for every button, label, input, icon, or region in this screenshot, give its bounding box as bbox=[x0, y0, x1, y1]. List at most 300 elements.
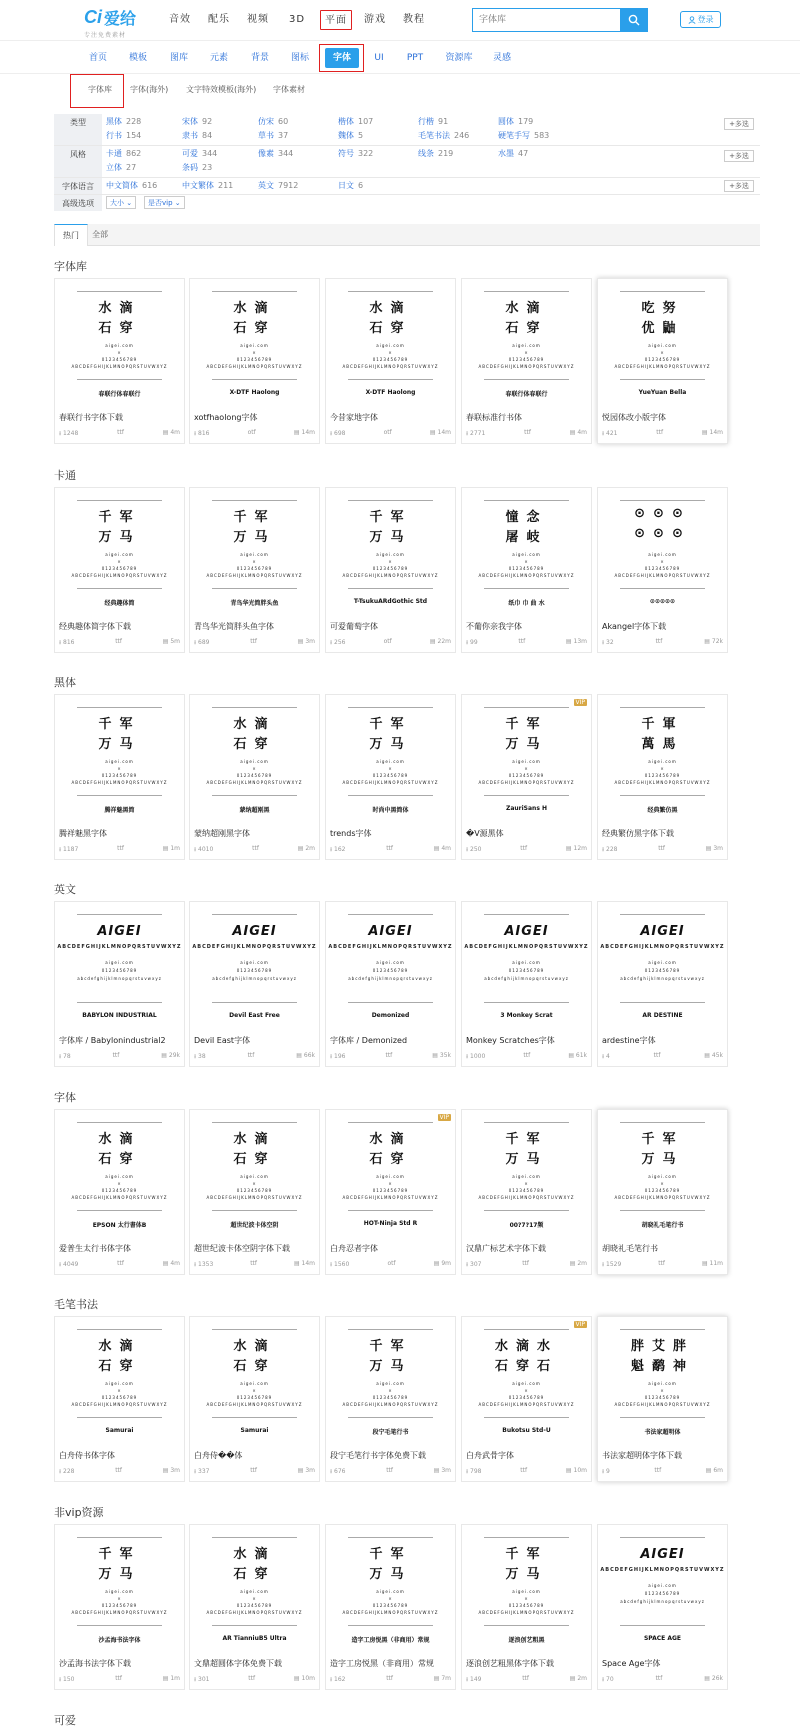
font-card-title[interactable]: 白舟侍书体字体 bbox=[59, 1451, 115, 1460]
font-card-meta bbox=[330, 845, 451, 855]
preview-url: aigei.com bbox=[240, 1174, 269, 1179]
tab-font-overseas[interactable]: 字体(海外) bbox=[130, 85, 169, 94]
font-card-title[interactable]: 春联行书字体下载 bbox=[59, 413, 123, 422]
vip-badge: VIP bbox=[575, 699, 585, 706]
preview-rule bbox=[348, 914, 433, 915]
download-count-value: 228 bbox=[606, 846, 618, 853]
font-card-title[interactable]: 沙孟海书法字体下载 bbox=[59, 1659, 131, 1668]
font-card[interactable] bbox=[189, 1524, 320, 1690]
preview-line-2: 屠岐 bbox=[505, 530, 548, 545]
chevron-down-icon: ⌄ bbox=[126, 199, 133, 207]
font-card-title[interactable]: Space Age字体 bbox=[602, 1659, 661, 1668]
file-format: ttf bbox=[248, 1675, 256, 1682]
vip-dropdown[interactable] bbox=[144, 196, 185, 209]
preview-line-2: 万马 bbox=[98, 530, 141, 545]
preview-rule bbox=[484, 1417, 569, 1418]
multi-select-button[interactable]: +多选 bbox=[724, 150, 754, 162]
file-icon: ▤ bbox=[705, 845, 714, 852]
preview-title: AIGEI bbox=[640, 924, 685, 939]
subnav-gallery[interactable]: 图库 bbox=[169, 53, 188, 63]
download-count bbox=[194, 1467, 209, 1477]
preview-url: aigei.com bbox=[105, 1174, 134, 1179]
download-count bbox=[330, 1675, 345, 1685]
download-count bbox=[602, 1467, 610, 1477]
download-count bbox=[602, 638, 614, 648]
preview-rule bbox=[620, 707, 705, 708]
font-card[interactable] bbox=[597, 901, 728, 1067]
font-card[interactable] bbox=[597, 1109, 728, 1275]
file-format: ttf bbox=[658, 1260, 666, 1267]
preview-rule bbox=[212, 1329, 297, 1330]
file-icon: ▤ bbox=[433, 1467, 442, 1474]
filter-option-label: 圆体 bbox=[498, 117, 514, 126]
preview-sample-name: 春联行体春联行 bbox=[98, 391, 141, 398]
preview-alphabet: ABCDEFGHIJKLMNOPQRSTUVWXYZ bbox=[71, 1402, 168, 1407]
font-card[interactable] bbox=[325, 1524, 456, 1690]
search-button[interactable] bbox=[620, 8, 648, 32]
filter-option-count: 344 bbox=[202, 149, 218, 158]
preview-digits: 0123456789 bbox=[101, 1395, 138, 1400]
subnav-backgrounds[interactable]: 背景 bbox=[250, 53, 269, 63]
file-icon: ▤ bbox=[162, 429, 171, 436]
font-card[interactable] bbox=[325, 1316, 456, 1482]
filter-option-count: 84 bbox=[202, 131, 213, 140]
preview-line-1: 水滴 bbox=[98, 301, 141, 316]
file-format: ttf bbox=[522, 1260, 530, 1267]
download-icon: ⭳ bbox=[194, 430, 199, 437]
font-preview bbox=[55, 279, 184, 409]
font-card[interactable] bbox=[461, 487, 592, 653]
preview-uppercase: ABCDEFGHIJKLMNOPQRSTUVWXYZ bbox=[192, 944, 317, 950]
filter-option[interactable] bbox=[106, 148, 141, 159]
preview-url: aigei.com bbox=[512, 1174, 541, 1179]
font-preview bbox=[598, 1317, 727, 1447]
file-icon: ▤ bbox=[701, 1260, 710, 1267]
preview-alphabet: ABCDEFGHIJKLMNOPQRSTUVWXYZ bbox=[71, 780, 168, 785]
section-title: 毛笔书法 bbox=[54, 1298, 98, 1311]
preview-digits: 0123456789 bbox=[236, 566, 273, 571]
font-card-meta bbox=[330, 1260, 451, 1270]
preview-url: aigei.com bbox=[105, 552, 134, 557]
download-count-value: 337 bbox=[198, 1468, 210, 1475]
filter-option[interactable] bbox=[338, 180, 363, 191]
font-card-title[interactable]: trends字体 bbox=[330, 829, 372, 838]
subnav-inspiration[interactable]: 灵感 bbox=[492, 53, 511, 63]
font-card[interactable] bbox=[54, 278, 185, 444]
preview-rule bbox=[348, 500, 433, 501]
file-format: ttf bbox=[252, 845, 259, 852]
font-card-title[interactable]: 字体库 / Demonized bbox=[330, 1036, 408, 1045]
font-card-title[interactable]: 书法家超明体字体下载 bbox=[602, 1451, 682, 1460]
download-icon: ⭳ bbox=[194, 846, 199, 853]
filter-option[interactable] bbox=[106, 116, 141, 127]
download-icon: ⭳ bbox=[602, 1676, 607, 1683]
font-card[interactable] bbox=[325, 487, 456, 653]
preview-url: aigei.com bbox=[376, 552, 405, 557]
font-preview bbox=[190, 488, 319, 618]
filter-option-label: 线条 bbox=[418, 149, 434, 158]
preview-digits: 0123456789 bbox=[644, 1591, 681, 1596]
preview-alphabet: ABCDEFGHIJKLMNOPQRSTUVWXYZ bbox=[206, 780, 303, 785]
filter-option[interactable] bbox=[258, 148, 293, 159]
file-format: ttf bbox=[385, 1052, 393, 1059]
tab-all[interactable]: 全部 bbox=[92, 230, 108, 239]
preview-rule bbox=[484, 379, 569, 380]
filter-option[interactable] bbox=[498, 116, 533, 127]
font-card-title[interactable]: 汉鼎广标艺术字体下载 bbox=[466, 1244, 546, 1253]
subnav-templates[interactable]: 模板 bbox=[128, 53, 147, 63]
download-icon: ⭳ bbox=[330, 639, 335, 646]
preview-url: aigei.com bbox=[648, 1583, 677, 1588]
font-card-title[interactable]: 胡晓礼毛笔行书 bbox=[602, 1244, 658, 1253]
font-card[interactable] bbox=[461, 1524, 592, 1690]
file-size-value: 6m bbox=[713, 1467, 723, 1474]
font-card[interactable] bbox=[597, 1524, 728, 1690]
subnav-ui[interactable]: UI bbox=[374, 53, 384, 63]
filter-option[interactable] bbox=[106, 130, 141, 141]
download-icon: ⭳ bbox=[602, 1468, 607, 1475]
preview-lowercase: abcdefghijklmnopqrstuvwxyz bbox=[620, 1599, 705, 1604]
download-count bbox=[466, 1675, 481, 1685]
preview-digits: 0123456789 bbox=[236, 968, 273, 973]
filter-options bbox=[102, 178, 760, 194]
font-card-title[interactable]: Monkey Scratches字体 bbox=[466, 1036, 555, 1045]
filter-option-count: 179 bbox=[518, 117, 534, 126]
filter-option[interactable] bbox=[182, 148, 217, 159]
font-card-title[interactable]: 字体库 / Babylonindustrial2 bbox=[59, 1036, 166, 1045]
file-size-value: 4m bbox=[170, 429, 180, 436]
filter-option[interactable] bbox=[106, 180, 157, 191]
font-card-title[interactable]: 经典繁仿黑字体下载 bbox=[602, 829, 674, 838]
font-card[interactable] bbox=[54, 1109, 185, 1275]
file-format: ttf bbox=[658, 845, 666, 852]
filter-option[interactable] bbox=[182, 130, 212, 141]
file-format: ttf bbox=[654, 1467, 662, 1474]
filter-option[interactable] bbox=[182, 180, 233, 191]
font-card[interactable] bbox=[54, 694, 185, 860]
preview-digits: 0123456789 bbox=[236, 1603, 273, 1608]
login-button[interactable] bbox=[680, 11, 721, 28]
font-card-title[interactable]: �V源黑体 bbox=[466, 829, 504, 838]
font-card-title[interactable]: 可爱葡萄字体 bbox=[330, 622, 378, 631]
font-card[interactable] bbox=[461, 694, 592, 860]
font-card-title[interactable]: 今昔家地字体 bbox=[330, 413, 378, 422]
filter-option[interactable] bbox=[498, 148, 528, 159]
preview-line-1: 水滴 bbox=[233, 1547, 276, 1562]
preview-digits: 0123456789 bbox=[101, 773, 138, 778]
preview-sample-name: 时尚中黑简体 bbox=[372, 807, 409, 814]
filter-option[interactable] bbox=[338, 148, 373, 159]
filter-option[interactable] bbox=[106, 162, 136, 173]
preview-x: × bbox=[388, 1388, 393, 1393]
site-logo[interactable] bbox=[84, 6, 154, 39]
font-card[interactable] bbox=[461, 278, 592, 444]
size-dropdown[interactable] bbox=[106, 196, 136, 209]
download-icon: ⭳ bbox=[602, 430, 607, 437]
filter-option-count: 92 bbox=[202, 117, 213, 126]
download-count bbox=[602, 1260, 621, 1270]
font-preview bbox=[462, 902, 591, 1032]
font-card-meta bbox=[602, 638, 723, 648]
download-count-value: 78 bbox=[63, 1053, 71, 1060]
preview-url: aigei.com bbox=[240, 1381, 269, 1386]
font-card-title[interactable]: 蒙纳超刚黑字体 bbox=[194, 829, 250, 838]
file-format: ttf bbox=[117, 1260, 124, 1267]
font-card-title[interactable]: 文鼎超圆体字体免费下载 bbox=[194, 1659, 282, 1668]
file-size bbox=[298, 638, 315, 648]
font-card[interactable] bbox=[54, 487, 185, 653]
font-card-title[interactable]: 逐浪创艺粗黑体字体下载 bbox=[466, 1659, 554, 1668]
download-count bbox=[194, 845, 213, 855]
preview-rule bbox=[212, 707, 297, 708]
download-count bbox=[59, 429, 78, 439]
tab-text-effects[interactable]: 文字特效模板(海外) bbox=[186, 85, 257, 94]
font-card-title[interactable]: 经典趣体简字体下载 bbox=[59, 622, 131, 631]
preview-line-2: 万马 bbox=[233, 530, 276, 545]
font-card-title[interactable]: 青鸟华光简胖头鱼字体 bbox=[194, 622, 274, 631]
tab-font-materials[interactable]: 字体素材 bbox=[273, 85, 305, 94]
download-icon: ⭳ bbox=[330, 846, 335, 853]
topnav-video[interactable]: 视频 bbox=[247, 14, 269, 25]
preview-digits: 0123456789 bbox=[644, 1395, 681, 1400]
font-preview bbox=[326, 902, 455, 1032]
file-size bbox=[704, 638, 723, 648]
subnav-fonts[interactable]: 字体 bbox=[325, 48, 359, 68]
topnav-graphic[interactable]: 平面 bbox=[320, 10, 352, 30]
preview-digits: 0123456789 bbox=[236, 1188, 273, 1193]
preview-sample-name: 段宁毛笔行书 bbox=[372, 1429, 409, 1436]
font-card-title[interactable]: 段宁毛笔行书字体免费下载 bbox=[330, 1451, 426, 1460]
preview-sample-name: ⊙⊙⊙⊙⊙ bbox=[649, 598, 676, 605]
preview-line-1: 水滴 bbox=[369, 301, 412, 316]
font-card[interactable] bbox=[54, 1524, 185, 1690]
font-card-title[interactable]: xotfhaolong字体 bbox=[194, 413, 258, 422]
filter-label: 高级选项 bbox=[54, 195, 102, 211]
preview-alphabet: ABCDEFGHIJKLMNOPQRSTUVWXYZ bbox=[206, 1610, 303, 1615]
filter-option[interactable] bbox=[418, 130, 469, 141]
subnav-icons[interactable]: 图标 bbox=[290, 53, 309, 63]
filter-option[interactable] bbox=[338, 130, 363, 141]
file-size bbox=[163, 1675, 180, 1685]
preview-rule bbox=[348, 1417, 433, 1418]
preview-alphabet: ABCDEFGHIJKLMNOPQRSTUVWXYZ bbox=[342, 1610, 439, 1615]
download-icon: ⭳ bbox=[466, 1053, 471, 1060]
preview-uppercase: ABCDEFGHIJKLMNOPQRSTUVWXYZ bbox=[464, 944, 589, 950]
font-card[interactable] bbox=[597, 1316, 728, 1482]
file-size bbox=[706, 845, 723, 855]
font-card[interactable] bbox=[461, 1316, 592, 1482]
topnav-tutorial[interactable]: 教程 bbox=[403, 14, 425, 25]
font-card[interactable] bbox=[54, 1316, 185, 1482]
file-size-value: 14m bbox=[301, 1260, 315, 1267]
font-card-title[interactable]: 白舟忍者字体 bbox=[330, 1244, 378, 1253]
file-icon: ▤ bbox=[701, 429, 710, 436]
file-size-value: 9m bbox=[441, 1260, 451, 1267]
file-icon: ▤ bbox=[293, 1675, 302, 1682]
filter-option[interactable] bbox=[498, 130, 549, 141]
preview-url: aigei.com bbox=[105, 343, 134, 348]
filter-option-label: 可爱 bbox=[182, 149, 198, 158]
preview-url: aigei.com bbox=[376, 1174, 405, 1179]
font-card[interactable] bbox=[325, 694, 456, 860]
font-card-meta bbox=[602, 1260, 723, 1270]
filter-option[interactable] bbox=[258, 180, 298, 191]
file-icon: ▤ bbox=[704, 1052, 712, 1059]
font-card[interactable] bbox=[189, 1316, 320, 1482]
font-card[interactable] bbox=[189, 487, 320, 653]
filter-option[interactable] bbox=[338, 116, 373, 127]
preview-digits: 0123456789 bbox=[508, 357, 545, 362]
preview-rule bbox=[212, 500, 297, 501]
filter-option[interactable] bbox=[182, 162, 212, 173]
filter-options bbox=[102, 195, 760, 211]
font-card[interactable] bbox=[461, 1109, 592, 1275]
preview-digits: 0123456789 bbox=[644, 1188, 681, 1193]
font-card-title[interactable]: 爱普生太行书体字体 bbox=[59, 1244, 131, 1253]
preview-rule bbox=[348, 588, 433, 589]
file-format: ttf bbox=[250, 638, 258, 645]
filter-label: 字体语言 bbox=[54, 178, 102, 194]
preview-sample-name: 经典繁仿黑 bbox=[647, 807, 678, 814]
file-size bbox=[702, 1260, 723, 1270]
preview-line-1: 水滴 bbox=[233, 301, 276, 316]
filter-option[interactable] bbox=[182, 116, 212, 127]
subnav-home[interactable]: 首页 bbox=[88, 53, 107, 63]
preview-alphabet: ABCDEFGHIJKLMNOPQRSTUVWXYZ bbox=[206, 1195, 303, 1200]
filter-option-label: 楷体 bbox=[338, 117, 354, 126]
filter-option-label: 仿宋 bbox=[258, 117, 274, 126]
font-card-title[interactable]: 白舟侍��体 bbox=[194, 1451, 243, 1460]
font-card-title[interactable]: 不葡你亲我字体 bbox=[466, 622, 522, 631]
preview-x: × bbox=[388, 1596, 393, 1601]
preview-url: aigei.com bbox=[376, 1381, 405, 1386]
preview-rule bbox=[77, 914, 162, 915]
download-count-value: 1353 bbox=[198, 1261, 214, 1268]
font-card[interactable] bbox=[189, 1109, 320, 1275]
font-preview bbox=[326, 695, 455, 825]
font-card[interactable] bbox=[325, 901, 456, 1067]
font-preview bbox=[326, 279, 455, 409]
topnav-games[interactable]: 游戏 bbox=[364, 14, 386, 25]
file-size bbox=[434, 1260, 451, 1270]
font-card-title[interactable]: 造字工房悦黑（非商用）常规 bbox=[330, 1659, 434, 1668]
download-count bbox=[602, 1675, 614, 1685]
font-card-title[interactable]: 春联标准行书体 bbox=[466, 413, 522, 422]
filter-option[interactable] bbox=[418, 148, 453, 159]
font-card[interactable] bbox=[189, 278, 320, 444]
file-size bbox=[568, 1052, 587, 1062]
file-icon: ▤ bbox=[704, 638, 712, 645]
preview-title: AIGEI bbox=[368, 924, 413, 939]
preview-rule bbox=[484, 1122, 569, 1123]
font-card-title[interactable]: Devil East字体 bbox=[194, 1036, 251, 1045]
preview-rule bbox=[212, 795, 297, 796]
preview-url: aigei.com bbox=[512, 960, 541, 965]
preview-line-1: 千军 bbox=[233, 510, 276, 525]
font-card-title[interactable]: 悦园体改小版字体 bbox=[602, 413, 666, 422]
tab-hot[interactable]: 热门 bbox=[54, 224, 88, 246]
multi-select-button[interactable]: +多选 bbox=[724, 118, 754, 130]
font-card-title[interactable]: 白舟武骨字体 bbox=[466, 1451, 514, 1460]
file-icon: ▤ bbox=[161, 1052, 169, 1059]
font-card-title[interactable]: 腾祥魅黑字体 bbox=[59, 829, 107, 838]
file-format: ttf bbox=[656, 429, 664, 436]
file-size bbox=[294, 1260, 315, 1270]
filter-option[interactable] bbox=[258, 130, 288, 141]
login-label: 登录 bbox=[697, 15, 714, 24]
subnav-resources[interactable]: 资源库 bbox=[445, 53, 473, 63]
font-card[interactable] bbox=[597, 694, 728, 860]
download-count-value: 1248 bbox=[63, 430, 79, 437]
font-card[interactable] bbox=[189, 694, 320, 860]
subnav-ppt[interactable]: PPT bbox=[406, 53, 424, 63]
file-size-value: 11m bbox=[709, 1260, 723, 1267]
font-card[interactable] bbox=[597, 278, 728, 444]
preview-url: aigei.com bbox=[512, 1381, 541, 1386]
font-card-title[interactable]: ardestine字体 bbox=[602, 1036, 656, 1045]
font-card[interactable] bbox=[325, 278, 456, 444]
file-icon: ▤ bbox=[565, 845, 574, 852]
filter-option-count: 154 bbox=[126, 131, 142, 140]
filter-option[interactable] bbox=[258, 116, 288, 127]
font-card[interactable] bbox=[461, 901, 592, 1067]
topnav-3d[interactable]: 3D bbox=[288, 14, 306, 25]
preview-lowercase: abcdefghijklmnopqrstuvwxyz bbox=[484, 976, 569, 981]
tab-font-library[interactable]: 字体库 bbox=[88, 85, 112, 94]
font-card-title[interactable]: Akangel字体下载 bbox=[602, 622, 667, 631]
download-count bbox=[466, 1260, 481, 1270]
filter-option-label: 隶书 bbox=[182, 131, 198, 140]
multi-select-button[interactable]: +多选 bbox=[724, 180, 754, 192]
file-size-value: 5m bbox=[170, 638, 180, 645]
download-count-value: 4010 bbox=[198, 846, 214, 853]
filter-option[interactable] bbox=[418, 116, 448, 127]
font-card-title[interactable]: 超世纪波卡体空阴字体下载 bbox=[194, 1244, 290, 1253]
file-size bbox=[298, 845, 315, 855]
font-card[interactable] bbox=[189, 901, 320, 1067]
font-card[interactable] bbox=[597, 487, 728, 653]
preview-lowercase: abcdefghijklmnopqrstuvwxyz bbox=[620, 976, 705, 981]
preview-line-2: ⊙⊙⊙ bbox=[634, 526, 691, 541]
file-format: ttf bbox=[520, 845, 528, 852]
chevron-down-icon: ⌄ bbox=[174, 199, 181, 207]
subnav-elements[interactable]: 元素 bbox=[209, 53, 228, 63]
file-size-value: 4m bbox=[441, 845, 451, 852]
preview-rule bbox=[212, 379, 297, 380]
font-card[interactable] bbox=[325, 1109, 456, 1275]
preview-url: aigei.com bbox=[376, 343, 405, 348]
font-preview bbox=[598, 695, 727, 825]
file-icon: ▤ bbox=[704, 1675, 712, 1682]
topnav-music[interactable]: 配乐 bbox=[208, 14, 230, 25]
preview-url: aigei.com bbox=[105, 960, 134, 965]
search-input[interactable] bbox=[472, 8, 620, 32]
preview-alphabet: ABCDEFGHIJKLMNOPQRSTUVWXYZ bbox=[71, 573, 168, 578]
file-size-value: 72k bbox=[711, 638, 723, 645]
preview-sample-name: 青鸟华光简胖头鱼 bbox=[230, 600, 279, 607]
preview-alphabet: ABCDEFGHIJKLMNOPQRSTUVWXYZ bbox=[206, 1402, 303, 1407]
font-card-meta bbox=[466, 1260, 587, 1270]
preview-rule bbox=[77, 1329, 162, 1330]
preview-alphabet: ABCDEFGHIJKLMNOPQRSTUVWXYZ bbox=[614, 780, 711, 785]
file-size bbox=[566, 845, 587, 855]
download-count-value: 1187 bbox=[63, 846, 79, 853]
file-icon: ▤ bbox=[429, 429, 438, 436]
filter-option-label: 毛笔书法 bbox=[418, 131, 450, 140]
topnav-sound[interactable]: 音效 bbox=[169, 14, 191, 25]
preview-line-1: 千军 bbox=[505, 717, 548, 732]
font-card[interactable] bbox=[54, 901, 185, 1067]
